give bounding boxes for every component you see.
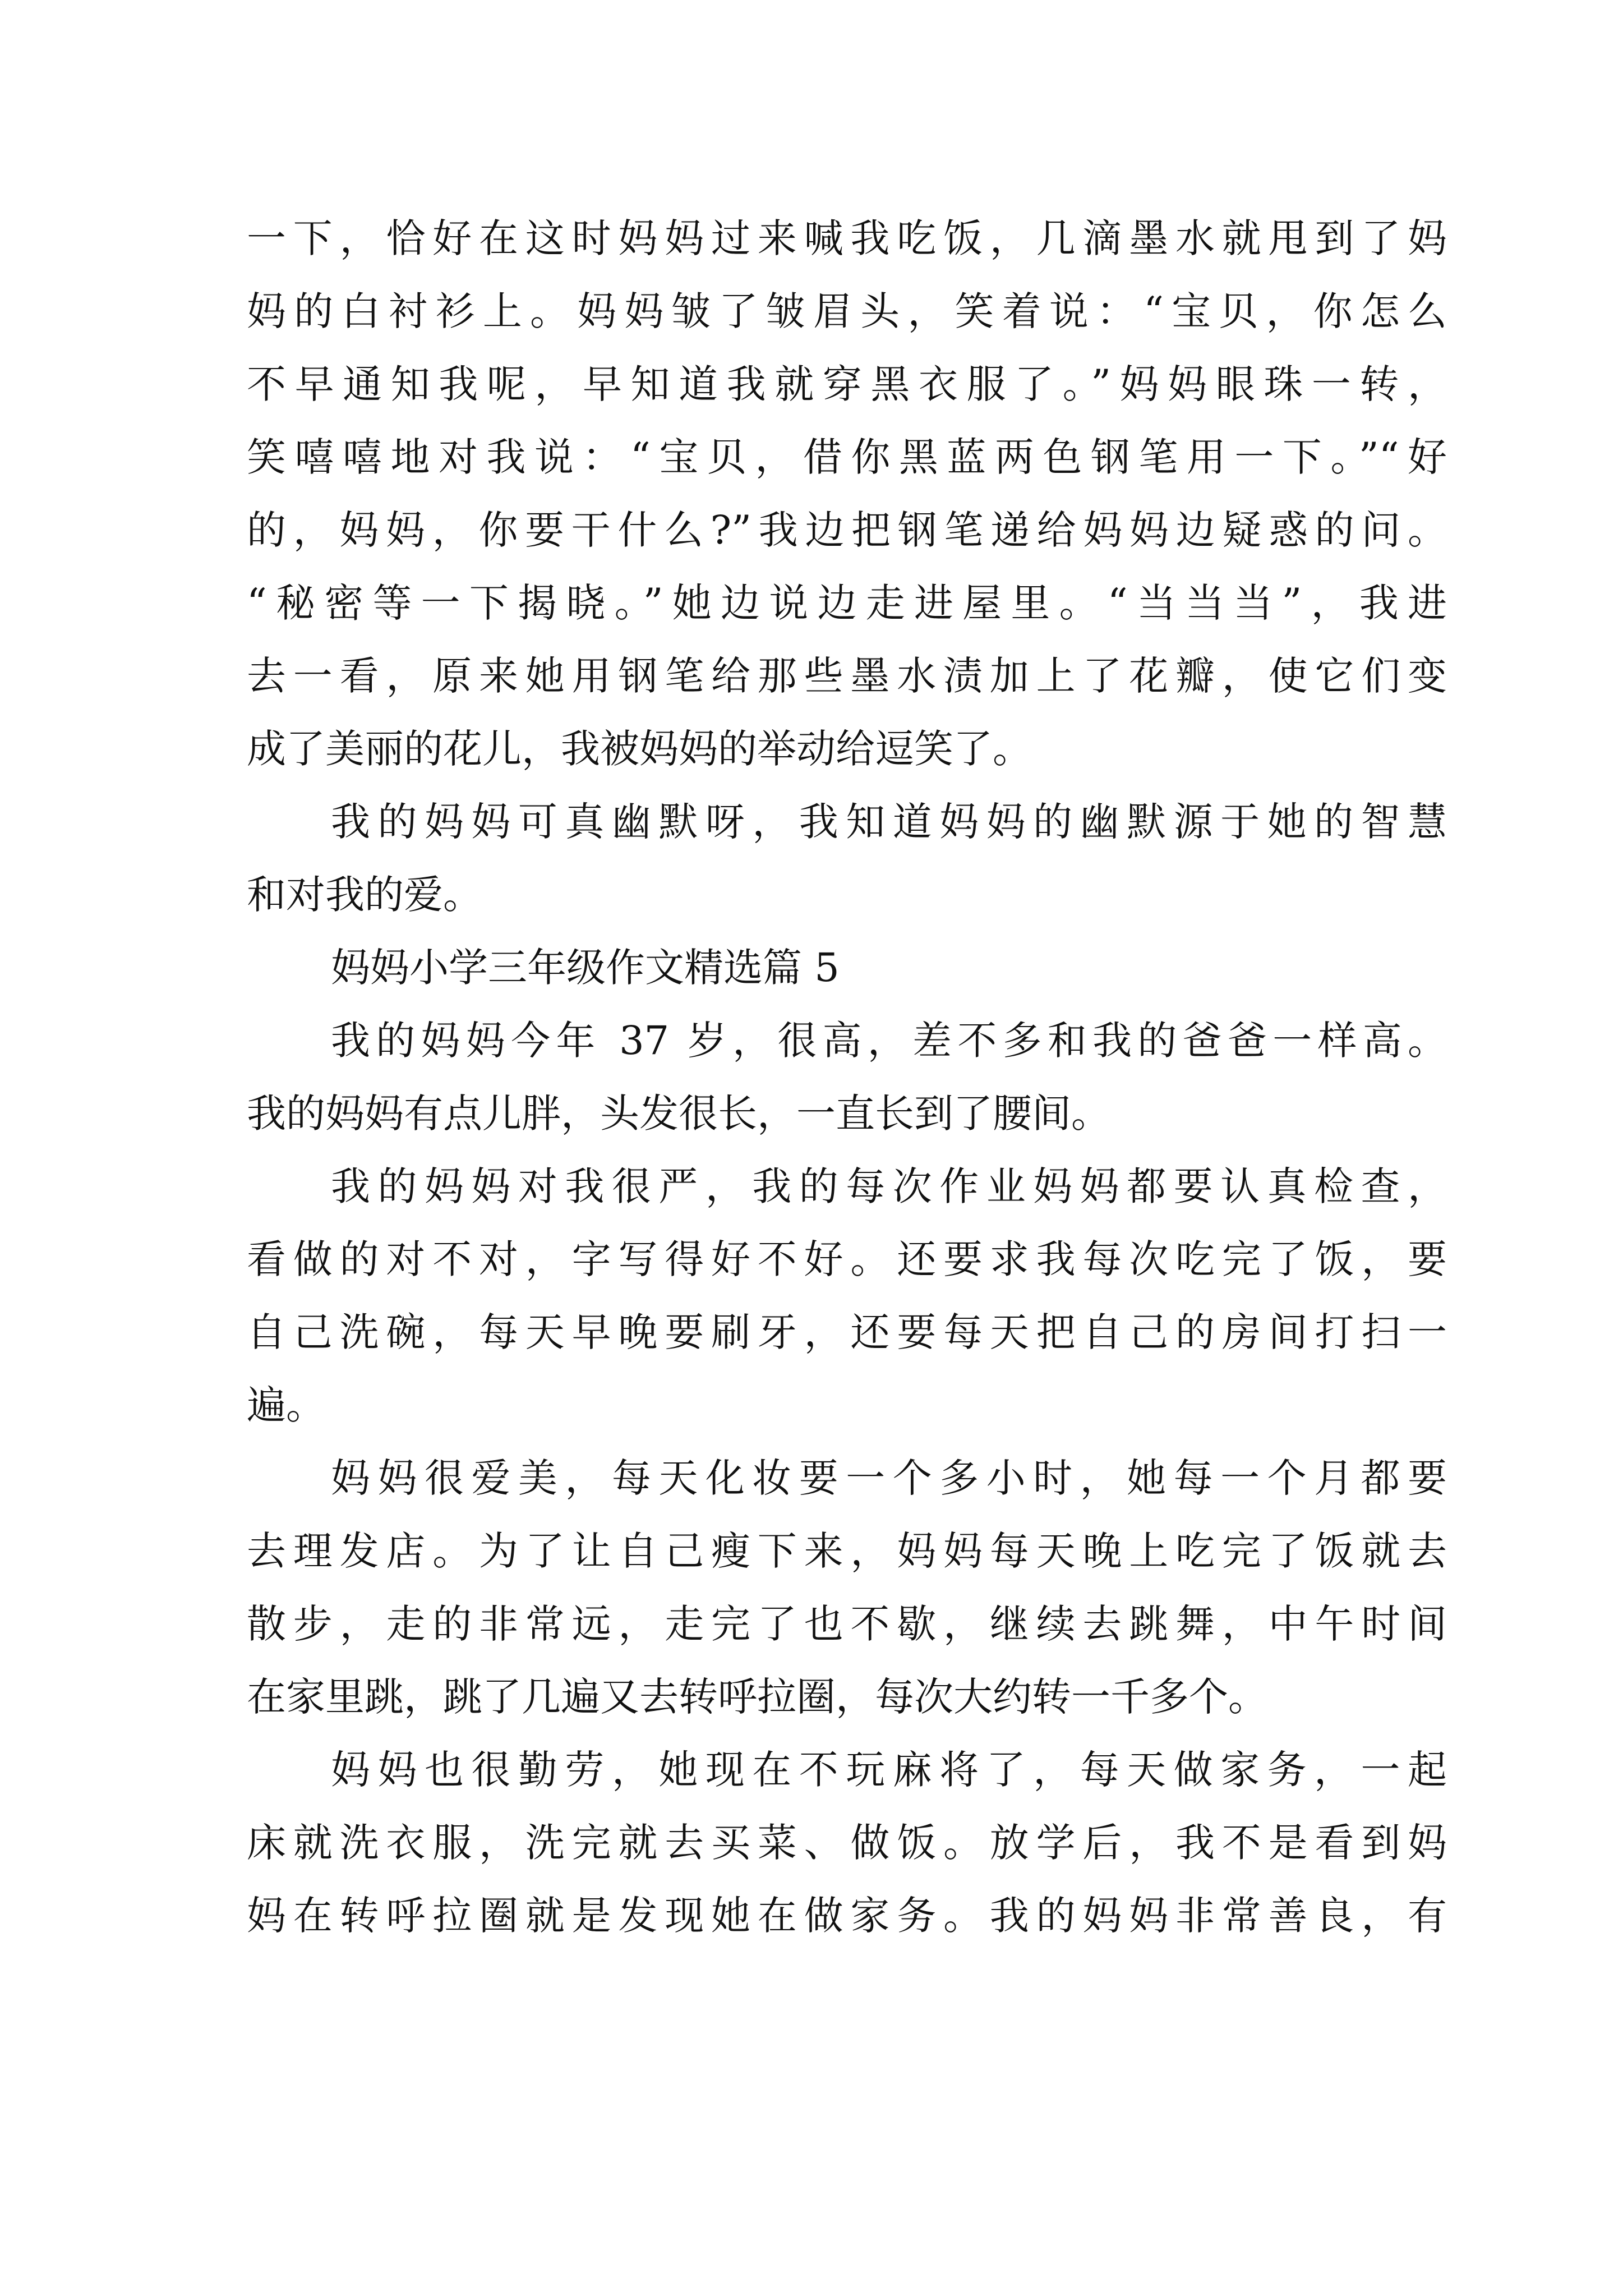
text-line: 妈妈也很勤劳，她现在不玩麻将了，每天做家务，一起	[331, 1747, 1447, 1793]
text-line: 妈在转呼拉圈就是发现她在做家务。我的妈妈非常善良，有	[247, 1893, 1447, 1939]
text-line: 我的妈妈今年 37 岁，很高，差不多和我的爸爸一样高。	[331, 1018, 1447, 1064]
text-line: 笑嘻嘻地对我说：“宝贝，借你黑蓝两色钢笔用一下。”“好	[247, 434, 1447, 480]
text-line: 的，妈妈，你要干什么?”我边把钢笔递给妈妈边疑惑的问。	[247, 507, 1447, 553]
text-line: 一下，恰好在这时妈妈过来喊我吃饭，几滴墨水就甩到了妈	[247, 215, 1447, 261]
text-line: 遍。	[247, 1382, 325, 1428]
text-line: 我的妈妈对我很严，我的每次作业妈妈都要认真检查，	[331, 1163, 1447, 1209]
text-line: 不早通知我呢，早知道我就穿黑衣服了。”妈妈眼珠一转，	[247, 361, 1447, 407]
text-line: 妈的白衬衫上。妈妈皱了皱眉头，笑着说：“宝贝，你怎么	[247, 288, 1447, 334]
text-line: 我的妈妈可真幽默呀，我知道妈妈的幽默源于她的智慧	[331, 799, 1447, 845]
text-line: 在家里跳，跳了几遍又去转呼拉圈，每次大约转一千多个。	[247, 1674, 1267, 1720]
text-line: 看做的对不对，字写得好不好。还要求我每次吃完了饭，要	[247, 1236, 1447, 1282]
text-line: “秘密等一下揭晓。”她边说边走进屋里。“当当当”，我进	[247, 580, 1447, 626]
text-line: 和对我的爱。	[247, 872, 482, 918]
section-heading: 妈妈小学三年级作文精选篇 5	[331, 945, 840, 991]
text-line: 去理发店。为了让自己瘦下来，妈妈每天晚上吃完了饭就去	[247, 1528, 1447, 1574]
text-line: 床就洗衣服，洗完就去买菜、做饭。放学后，我不是看到妈	[247, 1820, 1447, 1866]
text-line: 散步，走的非常远，走完了也不歇，继续去跳舞，中午时间	[247, 1601, 1447, 1647]
text-line: 成了美丽的花儿，我被妈妈的举动给逗笑了。	[247, 726, 1032, 772]
text-line: 去一看，原来她用钢笔给那些墨水渍加上了花瓣，使它们变	[247, 653, 1447, 699]
essay-text	[247, 202, 1447, 1952]
text-line: 我的妈妈有点儿胖，头发很长，一直长到了腰间。	[247, 1091, 1110, 1137]
text-line: 妈妈很爱美，每天化妆要一个多小时，她每一个月都要	[331, 1455, 1447, 1501]
text-line: 自己洗碗，每天早晚要刷牙，还要每天把自己的房间打扫一	[247, 1309, 1447, 1355]
